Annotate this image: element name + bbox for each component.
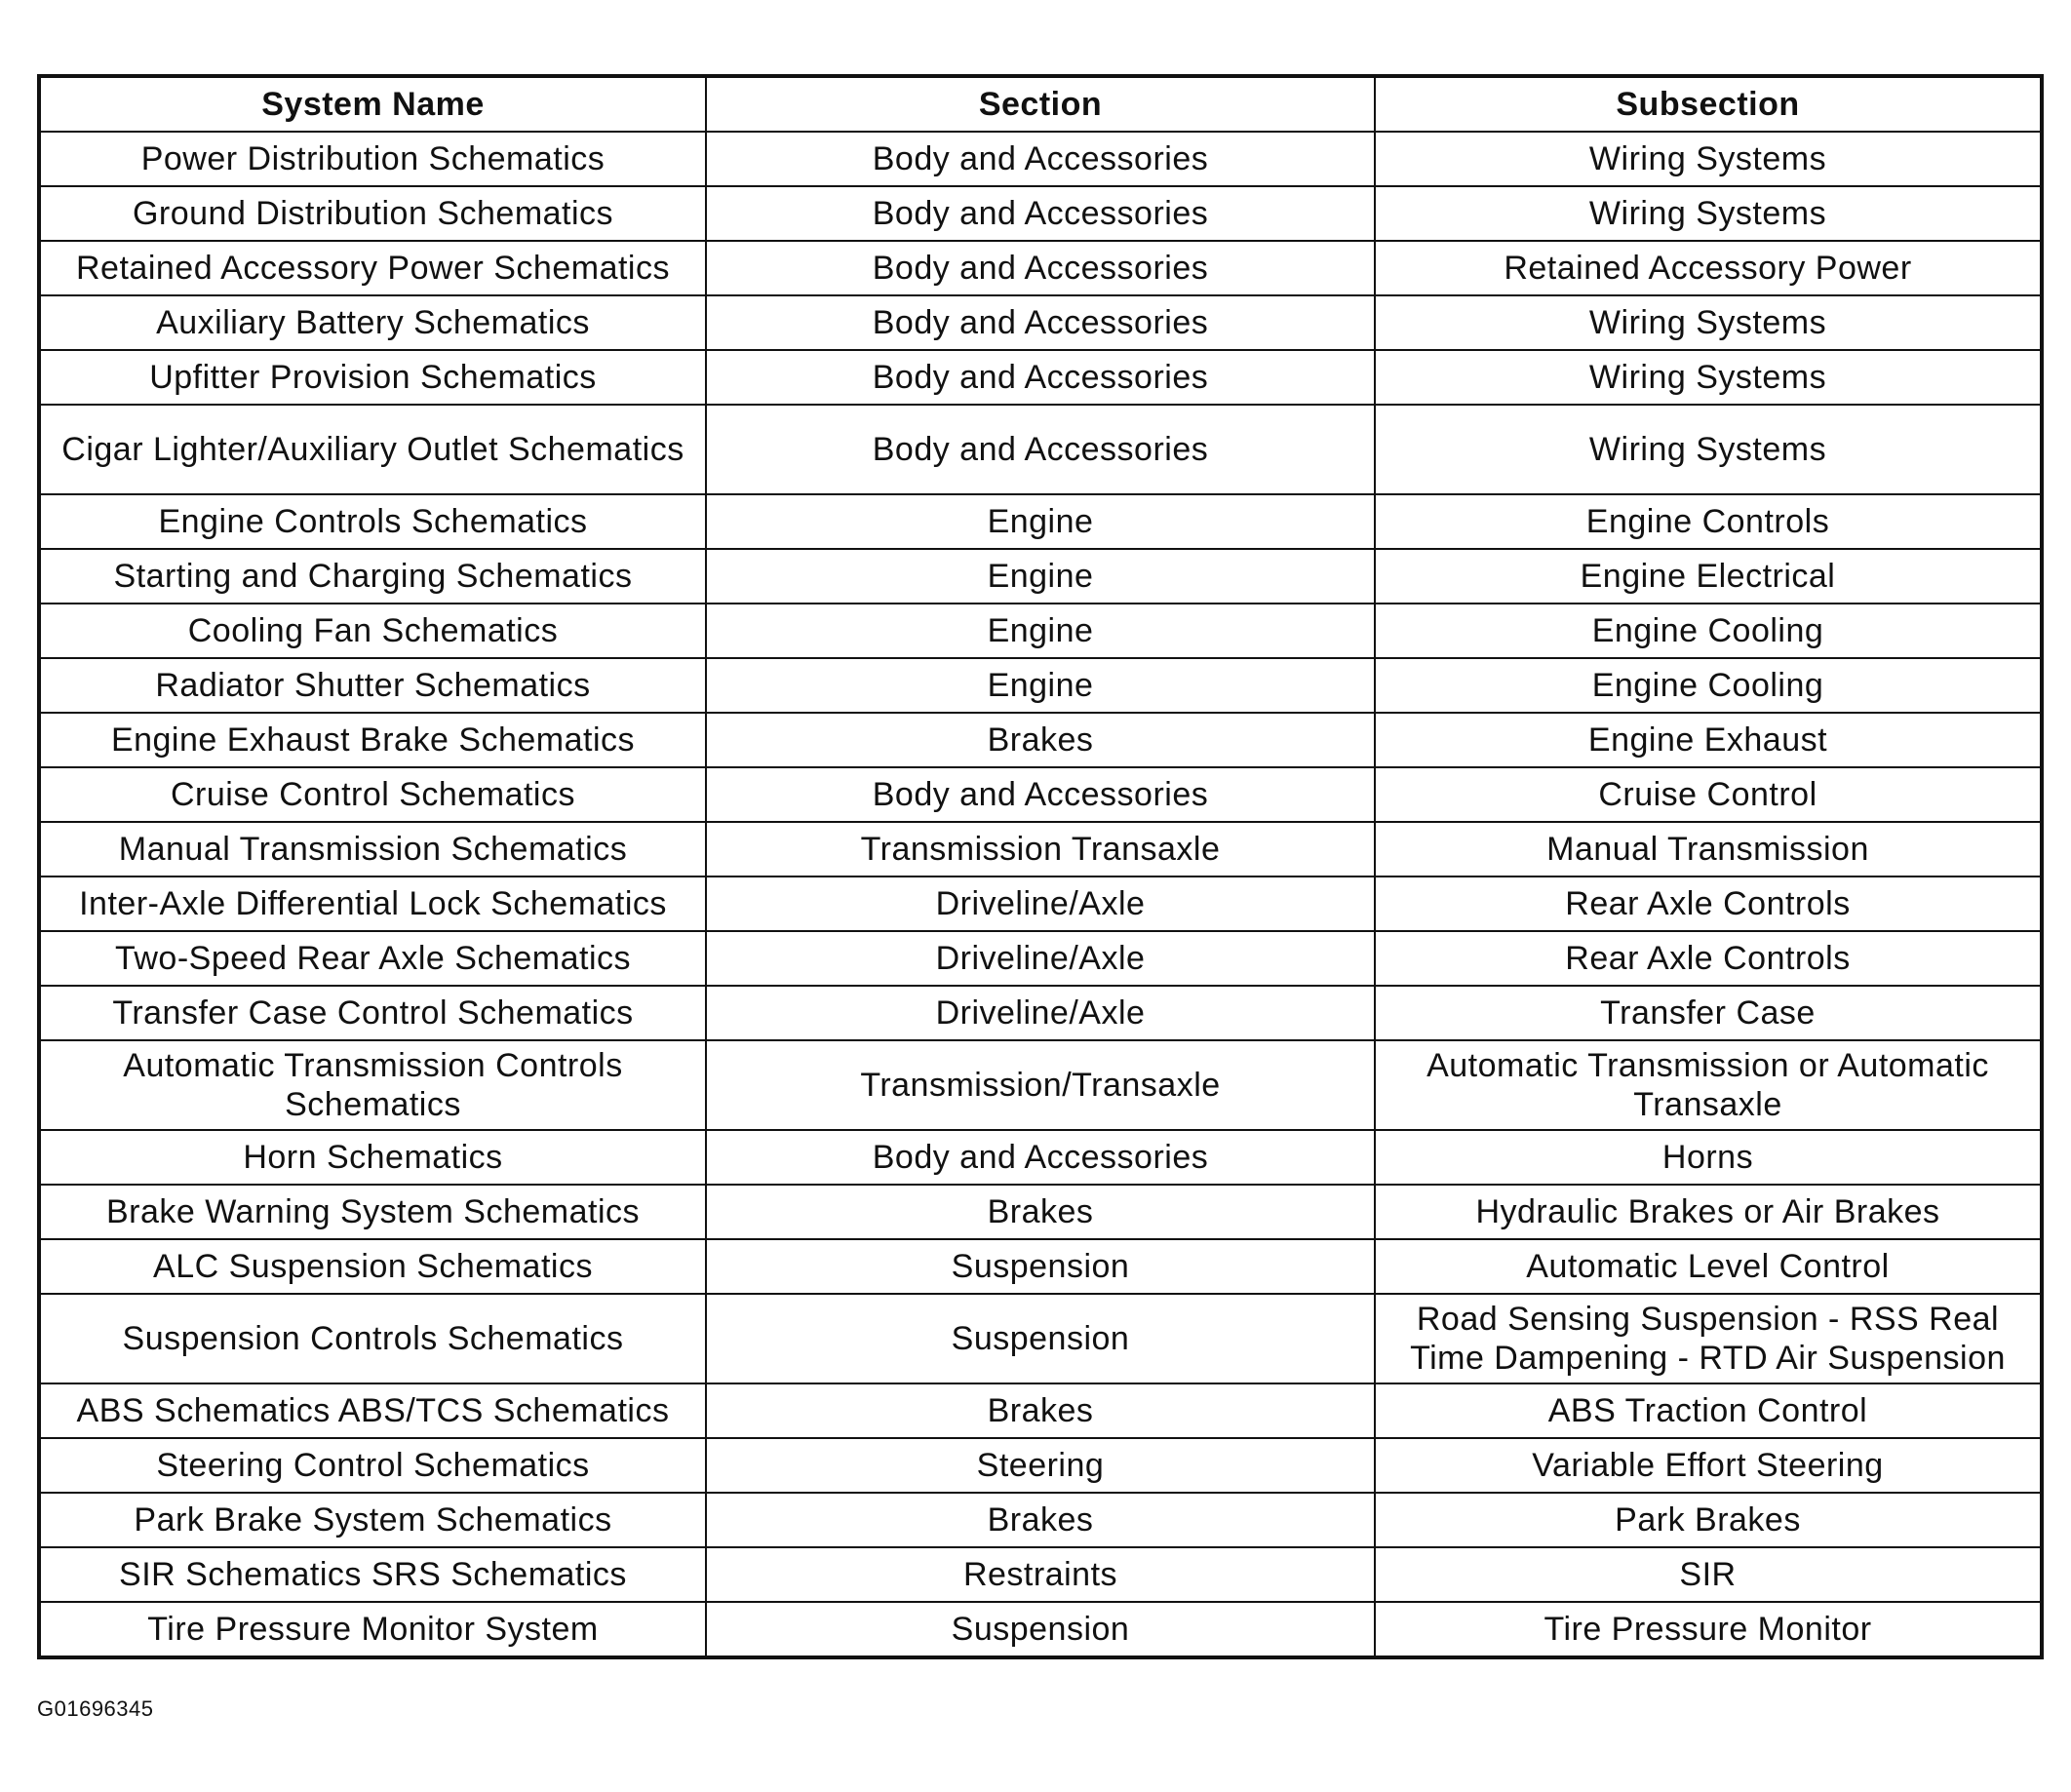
table-row bbox=[39, 1239, 2042, 1294]
cell-system-name: Retained Accessory Power Schematics bbox=[39, 241, 706, 295]
cell-subsection: Wiring Systems bbox=[1375, 186, 2042, 241]
table-row bbox=[39, 494, 2042, 549]
table-row bbox=[39, 822, 2042, 877]
header-system-name: System Name bbox=[39, 76, 706, 132]
cell-section: Body and Accessories bbox=[706, 186, 1375, 241]
cell-section: Driveline/Axle bbox=[706, 986, 1375, 1040]
cell-section: Suspension bbox=[706, 1239, 1375, 1294]
cell-subsection: Engine Exhaust bbox=[1375, 713, 2042, 767]
cell-section: Brakes bbox=[706, 713, 1375, 767]
cell-subsection: SIR bbox=[1375, 1547, 2042, 1602]
header-section: Section bbox=[706, 76, 1375, 132]
cell-system-name: Ground Distribution Schematics bbox=[39, 186, 706, 241]
table-row bbox=[39, 1294, 2042, 1383]
cell-system-name: Steering Control Schematics bbox=[39, 1438, 706, 1493]
cell-section: Body and Accessories bbox=[706, 405, 1375, 494]
cell-subsection: Wiring Systems bbox=[1375, 132, 2042, 186]
cell-subsection: Tire Pressure Monitor bbox=[1375, 1602, 2042, 1657]
cell-section: Steering bbox=[706, 1438, 1375, 1493]
table-row bbox=[39, 877, 2042, 931]
cell-subsection: Variable Effort Steering bbox=[1375, 1438, 2042, 1493]
cell-system-name: Cigar Lighter/Auxiliary Outlet Schematics bbox=[39, 405, 706, 494]
cell-system-name: Two-Speed Rear Axle Schematics bbox=[39, 931, 706, 986]
header-subsection: Subsection bbox=[1375, 76, 2042, 132]
cell-subsection: Engine Cooling bbox=[1375, 604, 2042, 658]
cell-system-name: Upfitter Provision Schematics bbox=[39, 350, 706, 405]
table-row bbox=[39, 1438, 2042, 1493]
table-row bbox=[39, 1493, 2042, 1547]
table-row bbox=[39, 604, 2042, 658]
cell-system-name: Tire Pressure Monitor System bbox=[39, 1602, 706, 1657]
cell-section: Suspension bbox=[706, 1294, 1375, 1383]
cell-section: Brakes bbox=[706, 1493, 1375, 1547]
cell-section: Body and Accessories bbox=[706, 241, 1375, 295]
cell-subsection: Wiring Systems bbox=[1375, 295, 2042, 350]
cell-subsection: Manual Transmission bbox=[1375, 822, 2042, 877]
cell-system-name: Starting and Charging Schematics bbox=[39, 549, 706, 604]
table-row bbox=[39, 1185, 2042, 1239]
table-row bbox=[39, 1383, 2042, 1438]
cell-section: Brakes bbox=[706, 1383, 1375, 1438]
cell-system-name: Park Brake System Schematics bbox=[39, 1493, 706, 1547]
cell-system-name: Cooling Fan Schematics bbox=[39, 604, 706, 658]
cell-system-name: Engine Exhaust Brake Schematics bbox=[39, 713, 706, 767]
cell-subsection: Engine Electrical bbox=[1375, 549, 2042, 604]
table-row bbox=[39, 986, 2042, 1040]
table-row bbox=[39, 658, 2042, 713]
cell-subsection: Rear Axle Controls bbox=[1375, 877, 2042, 931]
cell-section: Body and Accessories bbox=[706, 350, 1375, 405]
cell-subsection: Engine Cooling bbox=[1375, 658, 2042, 713]
cell-subsection: Wiring Systems bbox=[1375, 405, 2042, 494]
cell-section: Driveline/Axle bbox=[706, 877, 1375, 931]
cell-system-name: Manual Transmission Schematics bbox=[39, 822, 706, 877]
cell-system-name: Transfer Case Control Schematics bbox=[39, 986, 706, 1040]
table-row bbox=[39, 186, 2042, 241]
cell-system-name: Horn Schematics bbox=[39, 1130, 706, 1185]
cell-subsection: Cruise Control bbox=[1375, 767, 2042, 822]
cell-system-name: Suspension Controls Schematics bbox=[39, 1294, 706, 1383]
schematics-table bbox=[37, 74, 2044, 1659]
cell-section: Body and Accessories bbox=[706, 132, 1375, 186]
cell-subsection: Rear Axle Controls bbox=[1375, 931, 2042, 986]
table-row bbox=[39, 931, 2042, 986]
cell-section: Body and Accessories bbox=[706, 295, 1375, 350]
schematics-table-container bbox=[37, 74, 2040, 1659]
cell-section: Brakes bbox=[706, 1185, 1375, 1239]
table-row bbox=[39, 767, 2042, 822]
cell-subsection: Wiring Systems bbox=[1375, 350, 2042, 405]
cell-section: Transmission/Transaxle bbox=[706, 1040, 1375, 1130]
table-row bbox=[39, 1547, 2042, 1602]
table-row bbox=[39, 1602, 2042, 1657]
cell-system-name: Brake Warning System Schematics bbox=[39, 1185, 706, 1239]
table-row bbox=[39, 1130, 2042, 1185]
cell-subsection: Retained Accessory Power bbox=[1375, 241, 2042, 295]
table-row bbox=[39, 1040, 2042, 1130]
cell-system-name: SIR Schematics SRS Schematics bbox=[39, 1547, 706, 1602]
cell-system-name: Auxiliary Battery Schematics bbox=[39, 295, 706, 350]
cell-section: Engine bbox=[706, 494, 1375, 549]
table-row bbox=[39, 350, 2042, 405]
cell-subsection: Road Sensing Suspension - RSS Real Time Dampening - RTD Air Suspension bbox=[1375, 1294, 2042, 1383]
cell-system-name: Cruise Control Schematics bbox=[39, 767, 706, 822]
cell-section: Restraints bbox=[706, 1547, 1375, 1602]
cell-system-name: Inter-Axle Differential Lock Schematics bbox=[39, 877, 706, 931]
cell-subsection: Automatic Transmission or Automatic Transaxle bbox=[1375, 1040, 2042, 1130]
cell-subsection: Park Brakes bbox=[1375, 1493, 2042, 1547]
cell-section: Body and Accessories bbox=[706, 1130, 1375, 1185]
cell-section: Suspension bbox=[706, 1602, 1375, 1657]
cell-section: Driveline/Axle bbox=[706, 931, 1375, 986]
cell-section: Engine bbox=[706, 549, 1375, 604]
cell-subsection: Automatic Level Control bbox=[1375, 1239, 2042, 1294]
table-row bbox=[39, 549, 2042, 604]
cell-section: Engine bbox=[706, 658, 1375, 713]
cell-system-name: ALC Suspension Schematics bbox=[39, 1239, 706, 1294]
cell-subsection: Horns bbox=[1375, 1130, 2042, 1185]
table-row bbox=[39, 241, 2042, 295]
cell-subsection: Engine Controls bbox=[1375, 494, 2042, 549]
cell-subsection: Hydraulic Brakes or Air Brakes bbox=[1375, 1185, 2042, 1239]
cell-section: Body and Accessories bbox=[706, 767, 1375, 822]
table-row bbox=[39, 405, 2042, 494]
cell-section: Engine bbox=[706, 604, 1375, 658]
cell-system-name: Power Distribution Schematics bbox=[39, 132, 706, 186]
cell-system-name: Engine Controls Schematics bbox=[39, 494, 706, 549]
figure-reference-id: G01696345 bbox=[37, 1696, 154, 1721]
cell-system-name: Automatic Transmission Controls Schematics bbox=[39, 1040, 706, 1130]
cell-subsection: Transfer Case bbox=[1375, 986, 2042, 1040]
cell-subsection: ABS Traction Control bbox=[1375, 1383, 2042, 1438]
cell-system-name: Radiator Shutter Schematics bbox=[39, 658, 706, 713]
cell-section: Transmission Transaxle bbox=[706, 822, 1375, 877]
table-row bbox=[39, 132, 2042, 186]
table-row bbox=[39, 713, 2042, 767]
table-row bbox=[39, 295, 2042, 350]
table-header-row bbox=[39, 76, 2042, 132]
cell-system-name: ABS Schematics ABS/TCS Schematics bbox=[39, 1383, 706, 1438]
